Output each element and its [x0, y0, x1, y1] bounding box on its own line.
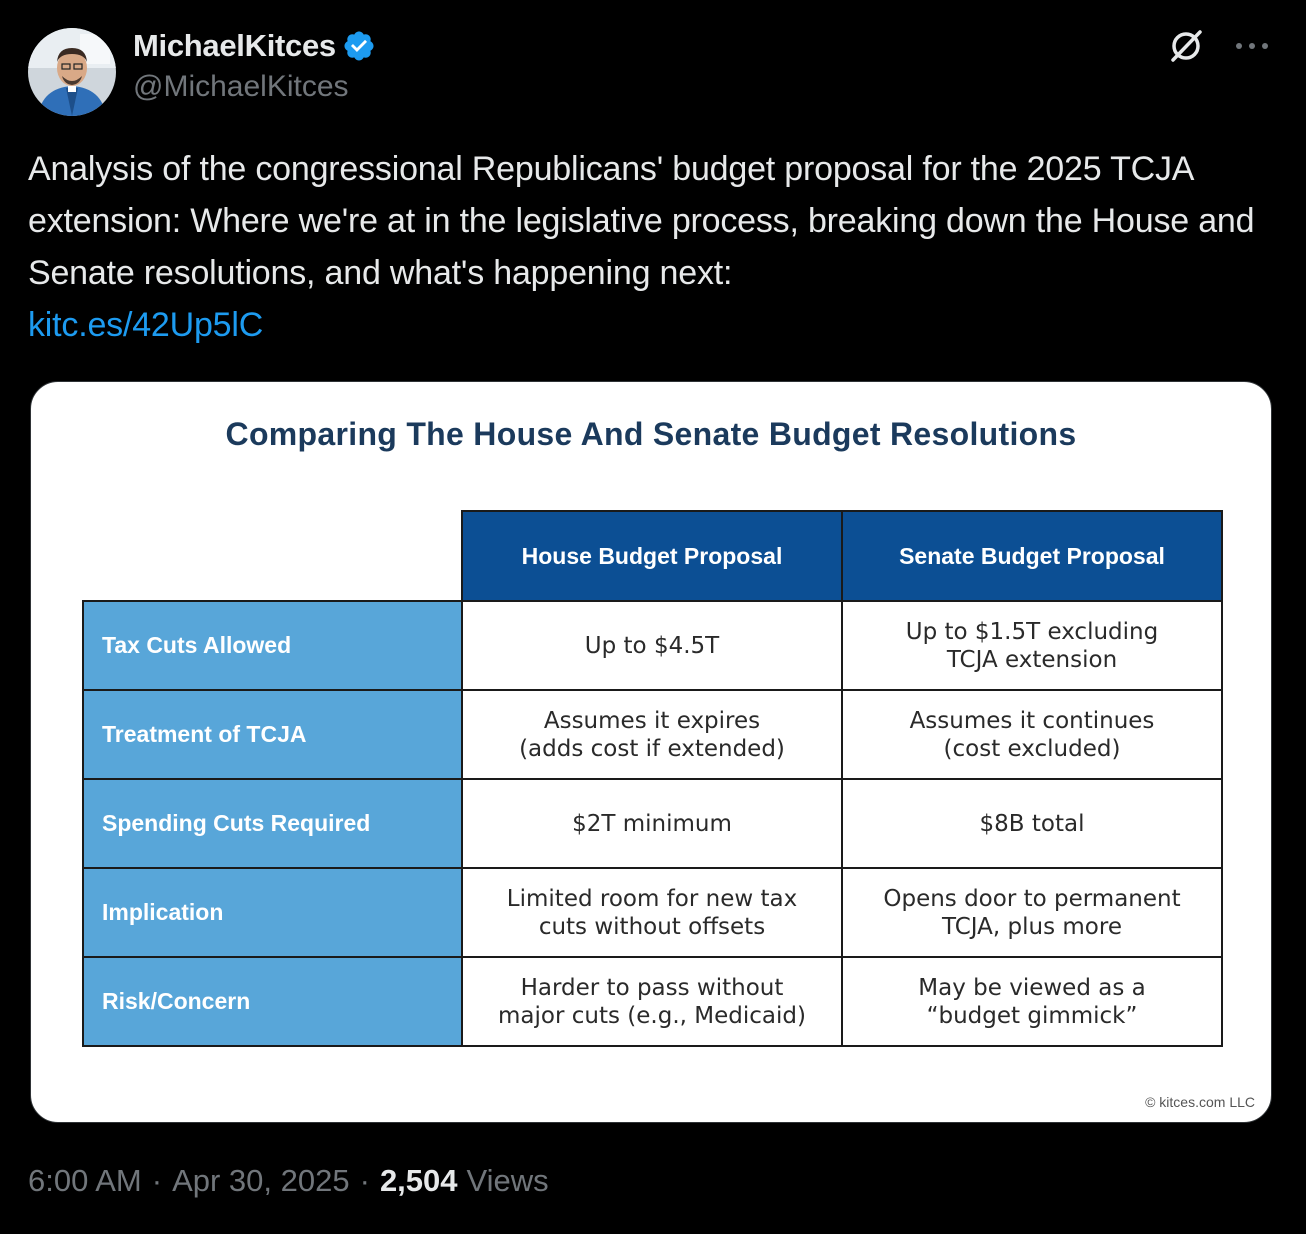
- row-header: Spending Cuts Required: [83, 779, 462, 868]
- cell-line: May be viewed as a: [918, 974, 1146, 1001]
- house-cell: [462, 690, 842, 779]
- table-header-row: [83, 511, 1222, 601]
- tweet-link[interactable]: kitc.es/42Up5lC: [28, 306, 264, 344]
- cell-line: $2T minimum: [572, 810, 732, 837]
- column-header-house: House Budget Proposal: [462, 511, 842, 601]
- cell-line: Up to $1.5T excluding: [905, 618, 1159, 645]
- house-cell: [462, 601, 842, 690]
- cell-line: cuts without offsets: [538, 913, 766, 940]
- cell-line: (cost excluded): [943, 735, 1121, 762]
- senate-cell: [842, 957, 1222, 1046]
- row-header: Implication: [83, 868, 462, 957]
- cell-line: (adds cost if extended): [519, 735, 785, 762]
- cell-line: Assumes it continues: [909, 707, 1155, 734]
- cell-line: major cuts (e.g., Medicaid): [498, 1002, 806, 1029]
- senate-cell: [842, 868, 1222, 957]
- row-header: Treatment of TCJA: [83, 690, 462, 779]
- views-label: Views: [466, 1163, 549, 1198]
- meta-separator: ·: [359, 1163, 370, 1198]
- cell-line: TCJA extension: [946, 646, 1118, 673]
- comparison-table: [82, 510, 1223, 1047]
- tweet-meta: [28, 1163, 549, 1199]
- table-title: Comparing The House And Senate Budget Resolutions: [225, 416, 1077, 452]
- cell-line: Harder to pass without: [520, 974, 784, 1001]
- row-header: Risk/Concern: [83, 957, 462, 1046]
- copyright-text: © kitces.com LLC: [1145, 1094, 1255, 1110]
- table-row: [83, 779, 1222, 868]
- blank-corner: [83, 511, 462, 601]
- cell-line: $8B total: [979, 810, 1085, 837]
- author-block: [133, 26, 376, 104]
- senate-cell: [842, 690, 1222, 779]
- grok-icon[interactable]: [1166, 26, 1206, 66]
- column-header-senate: Senate Budget Proposal: [842, 511, 1222, 601]
- display-name[interactable]: MichaelKitces: [133, 28, 336, 63]
- cell-line: Limited room for new tax: [506, 885, 798, 912]
- cell-line: Opens door to permanent: [883, 885, 1181, 912]
- meta-separator: ·: [151, 1163, 163, 1198]
- table-row: [83, 957, 1222, 1046]
- cell-line: Assumes it expires: [543, 707, 761, 734]
- house-cell: [462, 868, 842, 957]
- cell-line: Up to $4.5T: [584, 632, 720, 659]
- verified-badge-icon[interactable]: [342, 29, 376, 63]
- table-row: [83, 601, 1222, 690]
- top-actions: [1166, 26, 1272, 66]
- senate-cell: [842, 779, 1222, 868]
- media-image[interactable]: [30, 381, 1272, 1123]
- cell-line: TCJA, plus more: [942, 913, 1122, 940]
- tweet-body: Analysis of the congressional Republicans' budget proposal for the 2025 TCJA extension: Where we're at in the legislative process, breaking down the House and Senate resolutions, and what's happening next:: [28, 150, 1255, 292]
- table-row: [83, 868, 1222, 957]
- more-icon[interactable]: [1232, 26, 1272, 66]
- handle[interactable]: @MichaelKitces: [133, 70, 349, 103]
- avatar[interactable]: [28, 28, 116, 116]
- tweet-text: [28, 143, 1278, 351]
- cell-line: “budget gimmick”: [926, 1002, 1138, 1029]
- table-row: [83, 690, 1222, 779]
- senate-cell: [842, 601, 1222, 690]
- display-name-row: [133, 26, 376, 66]
- tweet-date[interactable]: Apr 30, 2025: [172, 1163, 350, 1198]
- row-header: Tax Cuts Allowed: [83, 601, 462, 690]
- views-count[interactable]: 2,504: [379, 1163, 458, 1198]
- house-cell: [462, 957, 842, 1046]
- tweet-time[interactable]: 6:00 AM: [28, 1163, 142, 1198]
- house-cell: [462, 779, 842, 868]
